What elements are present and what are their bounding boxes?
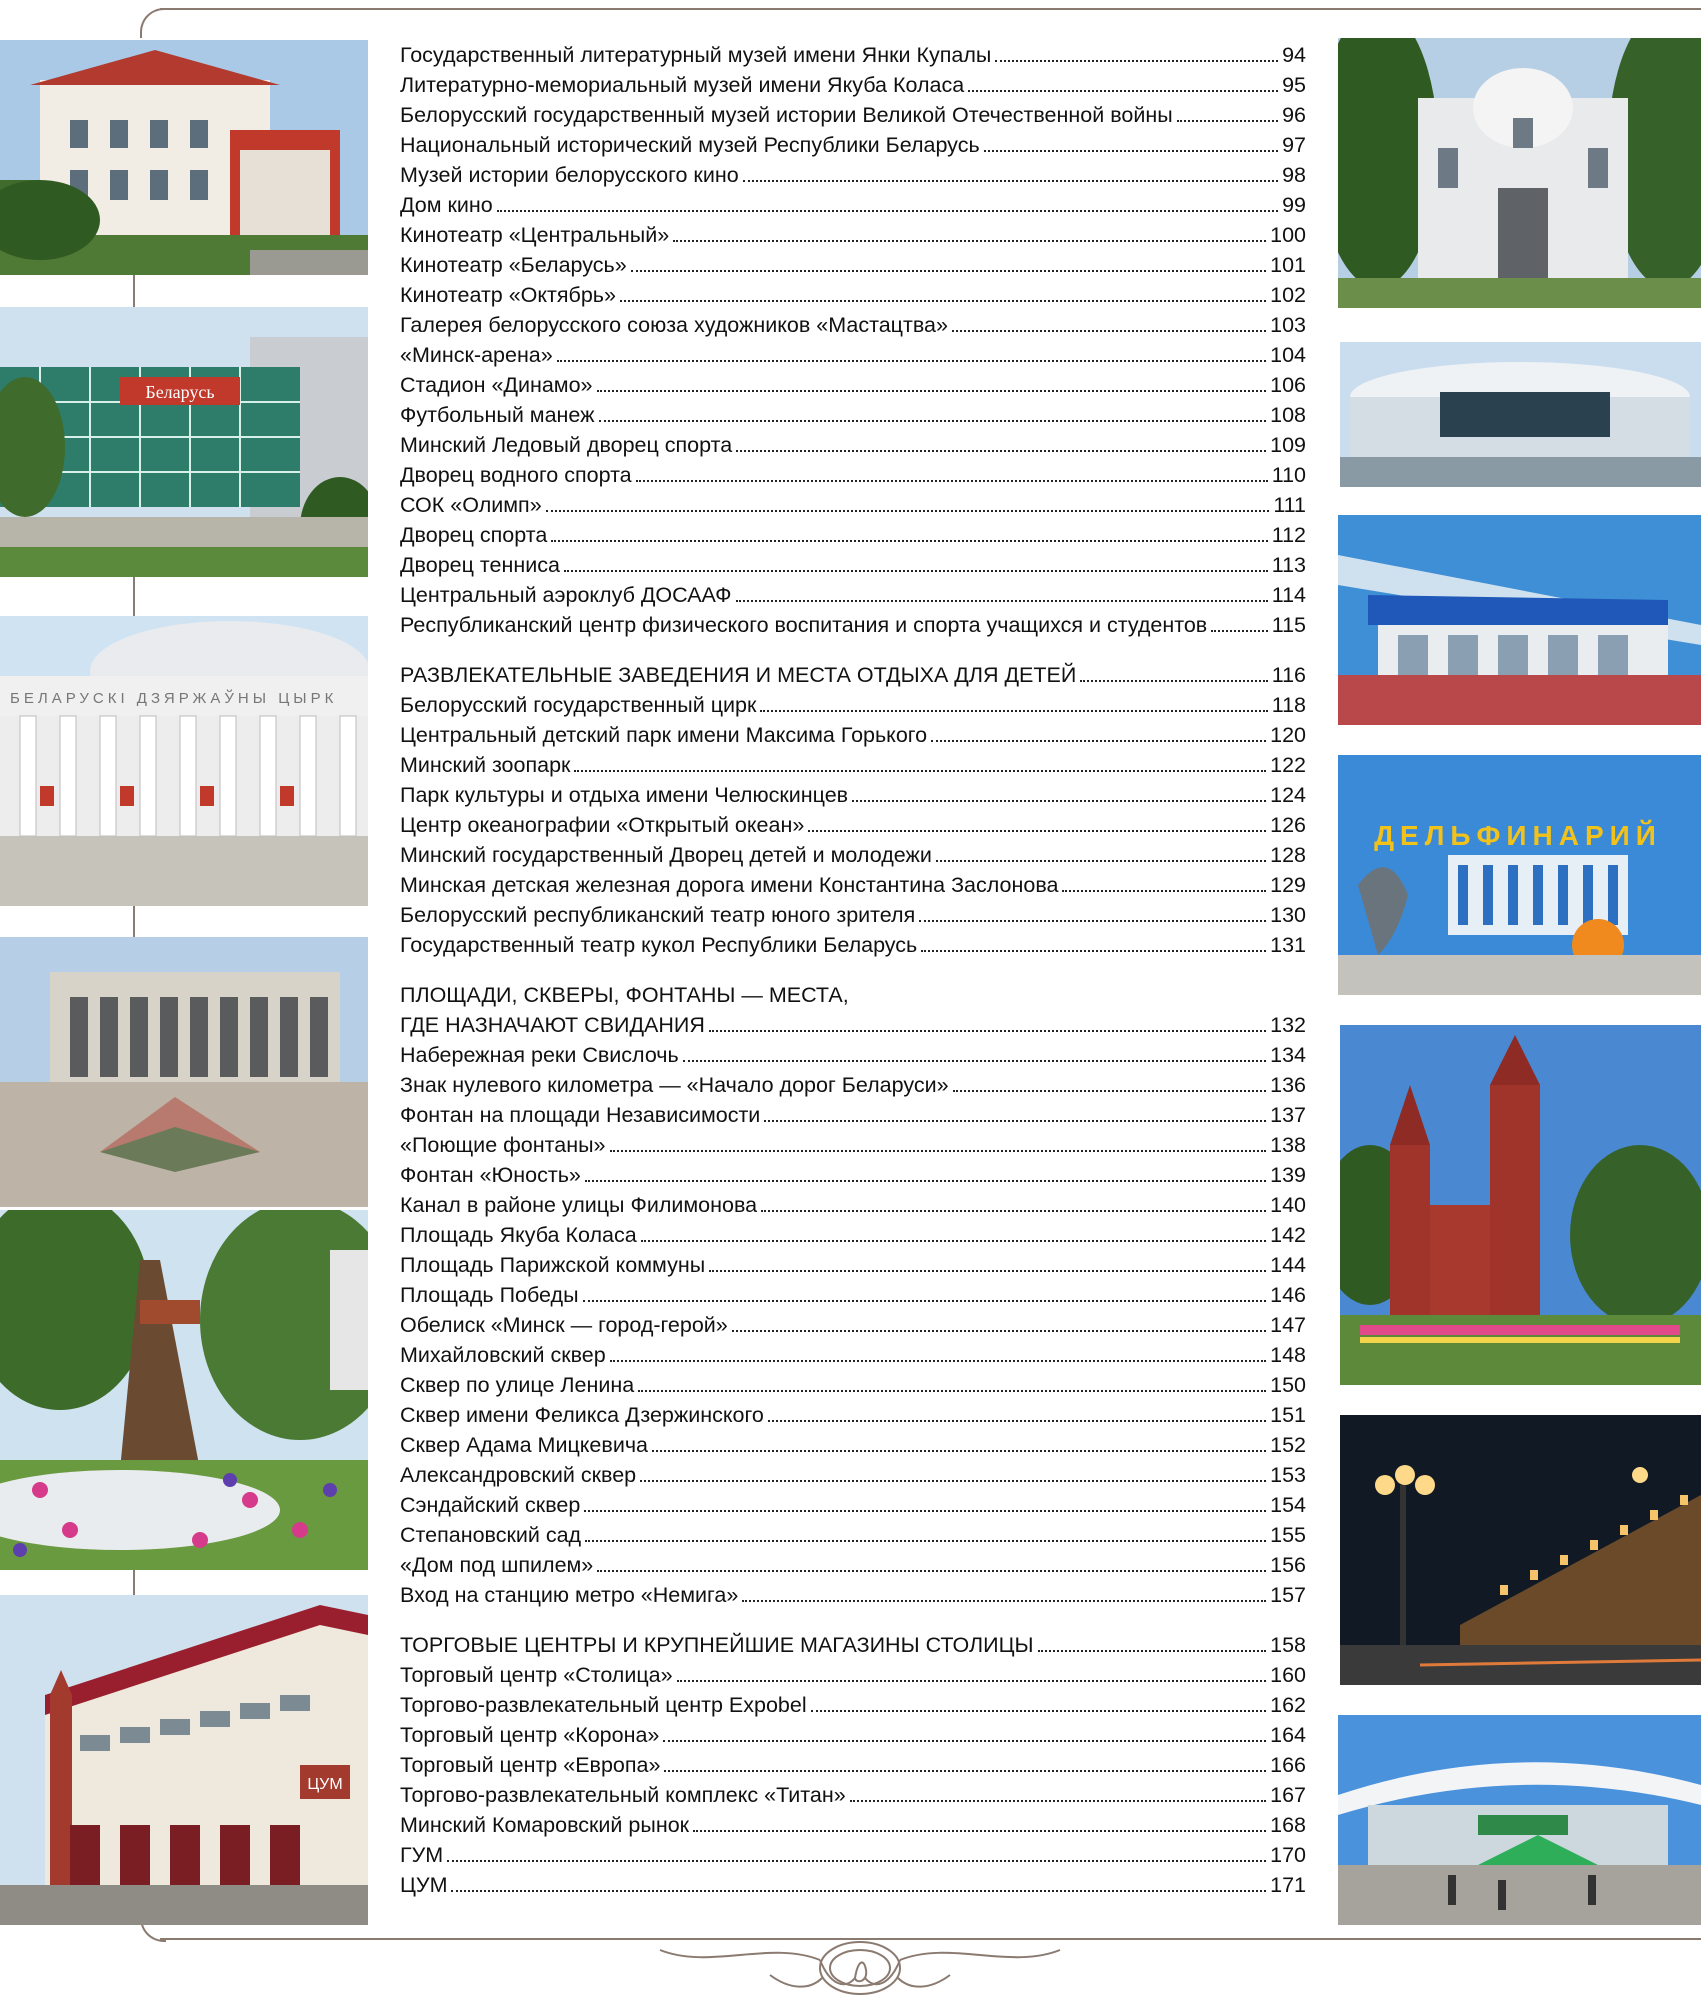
toc-page-number: 152	[1270, 1433, 1306, 1457]
dot-leader	[736, 600, 1268, 602]
toc-entry[interactable]	[400, 1250, 1306, 1280]
toc-entry-title: Музей истории белорусского кино	[400, 163, 739, 187]
dot-leader	[1080, 680, 1267, 682]
toc-entry-title: Минская детская железная дорога имени Константина Заслонова	[400, 873, 1059, 897]
dot-leader	[936, 860, 1266, 862]
toc-page-number: 130	[1270, 903, 1306, 927]
toc-entry[interactable]	[400, 130, 1306, 160]
toc-entry[interactable]	[400, 1550, 1306, 1580]
toc-page-number: 129	[1270, 873, 1306, 897]
toc-entry[interactable]	[400, 250, 1306, 280]
toc-entry-title: Минский Ледовый дворец спорта	[400, 433, 733, 457]
dot-leader	[574, 770, 1266, 772]
toc-page-number: 156	[1270, 1553, 1306, 1577]
toc-entry[interactable]	[400, 1490, 1306, 1520]
toc-entry[interactable]	[400, 190, 1306, 220]
toc-entry-title: Галерея белорусского союза художников «Мастацтва»	[400, 313, 948, 337]
dot-leader	[1211, 630, 1268, 632]
dot-leader	[1062, 890, 1266, 892]
toc-page-number: 154	[1270, 1493, 1306, 1517]
photo-park-sculpture	[0, 1210, 368, 1570]
toc-page-number: 106	[1270, 373, 1306, 397]
toc-page-number: 157	[1270, 1583, 1306, 1607]
toc-page-number: 150	[1270, 1373, 1306, 1397]
toc-entry[interactable]	[400, 310, 1306, 340]
toc-entry[interactable]	[400, 1070, 1306, 1100]
dot-leader	[451, 1890, 1266, 1892]
toc-entry-title: ГДЕ НАЗНАЧАЮТ СВИДАНИЯ	[400, 1013, 705, 1037]
toc-entry[interactable]	[400, 1310, 1306, 1340]
toc-page-number: 112	[1271, 523, 1306, 547]
toc-entry[interactable]	[400, 750, 1306, 780]
toc-section-heading[interactable]	[400, 1630, 1306, 1660]
dot-leader	[761, 1210, 1266, 1212]
toc-page-number: 137	[1270, 1103, 1306, 1127]
toc-page-number: 132	[1270, 1013, 1306, 1037]
toc-page-number: 98	[1282, 163, 1306, 187]
toc-entry-title: Национальный исторический музей Республики Беларусь	[400, 133, 980, 157]
dot-leader	[693, 1830, 1266, 1832]
dot-leader	[709, 1270, 1266, 1272]
toc-entry[interactable]	[400, 780, 1306, 810]
toc-entry-title: Литературно-мемориальный музей имени Якуба Коласа	[400, 73, 965, 97]
footer-ornament	[650, 1930, 1070, 1998]
toc-entry-title: СОК «Олимп»	[400, 493, 542, 517]
toc-entry-title: Государственный литературный музей имени Янки Купалы	[400, 43, 992, 67]
toc-page-number: 118	[1271, 693, 1306, 717]
toc-entry[interactable]	[400, 430, 1306, 460]
photo-circus	[0, 616, 368, 906]
dot-leader	[585, 1180, 1266, 1182]
toc-entry[interactable]	[400, 1160, 1306, 1190]
toc-page-number: 162	[1270, 1693, 1306, 1717]
sign-tsum: ЦУМ	[307, 1776, 343, 1793]
toc-entry-title: Белорусский государственный цирк	[400, 693, 757, 717]
toc-entry[interactable]	[400, 690, 1306, 720]
toc-section-heading: ПЛОЩАДИ, СКВЕРЫ, ФОНТАНЫ — МЕСТА,	[400, 983, 849, 1007]
toc-entry-title: Дворец водного спорта	[400, 463, 632, 487]
toc-entry[interactable]	[400, 280, 1306, 310]
toc-page-number: 110	[1271, 463, 1306, 487]
toc-entry-title: Центральный детский парк имени Максима Горького	[400, 723, 928, 747]
toc-page-number: 97	[1282, 133, 1306, 157]
photo-red-church	[1340, 1025, 1701, 1385]
dot-leader	[852, 800, 1266, 802]
toc-entry[interactable]	[400, 370, 1306, 400]
frame-connector	[133, 905, 135, 940]
toc-entry-title: Парк культуры и отдыха имени Челюскинцев	[400, 783, 849, 807]
dot-leader	[564, 570, 1268, 572]
toc-page-number: 158	[1270, 1633, 1306, 1657]
toc-page-number: 95	[1282, 73, 1306, 97]
toc-section-museums	[400, 40, 1306, 640]
toc-entry[interactable]	[400, 1870, 1306, 1900]
dot-leader	[921, 950, 1266, 952]
toc-entry[interactable]	[400, 1280, 1306, 1310]
toc-page-number: 131	[1270, 933, 1306, 957]
photo-kolas-museum	[1338, 38, 1701, 308]
dot-leader	[610, 1360, 1266, 1362]
toc-page-number: 99	[1282, 193, 1306, 217]
toc-entry-title: ТОРГОВЫЕ ЦЕНТРЫ И КРУПНЕЙШИЕ МАГАЗИНЫ СТОЛИЦЫ	[400, 1633, 1034, 1657]
photo-palace-water-sports	[1338, 515, 1701, 725]
dot-leader	[640, 1480, 1266, 1482]
table-of-contents	[400, 40, 1306, 1900]
toc-entry-title: Обелиск «Минск — город-герой»	[400, 1313, 728, 1337]
toc-page-number: 140	[1270, 1193, 1306, 1217]
dot-leader	[584, 1510, 1266, 1512]
toc-page-number: 142	[1270, 1223, 1306, 1247]
toc-page-number: 134	[1270, 1043, 1306, 1067]
toc-entry[interactable]	[400, 720, 1306, 750]
toc-page-number: 136	[1270, 1073, 1306, 1097]
frame-connector	[133, 275, 135, 309]
toc-entry-title: Сквер имени Феликса Дзержинского	[400, 1403, 764, 1427]
toc-page-number: 171	[1270, 1873, 1306, 1897]
toc-page-number: 138	[1270, 1133, 1306, 1157]
dot-leader	[919, 920, 1266, 922]
toc-entry-title: Футбольный манеж	[400, 403, 595, 427]
toc-entry-title: РАЗВЛЕКАТЕЛЬНЫЕ ЗАВЕДЕНИЯ И МЕСТА ОТДЫХА ДЛЯ ДЕТЕЙ	[400, 663, 1077, 687]
toc-section-heading[interactable]	[400, 660, 1306, 690]
dot-leader	[583, 1300, 1267, 1302]
photo-belarus-cinema	[0, 307, 368, 577]
toc-entry-title: Торгово-развлекательный комплекс «Титан»	[400, 1783, 846, 1807]
toc-page-number: 168	[1270, 1813, 1306, 1837]
toc-entry-title: Знак нулевого километра — «Начало дорог Беларуси»	[400, 1073, 949, 1097]
toc-entry-title: Стадион «Динамо»	[400, 373, 593, 397]
toc-page-number: 164	[1270, 1723, 1306, 1747]
photo-kupala-museum	[0, 40, 368, 275]
toc-page-number: 109	[1270, 433, 1306, 457]
toc-entry[interactable]	[400, 40, 1306, 70]
dot-leader	[663, 1740, 1266, 1742]
toc-entry-title: Дворец тенниса	[400, 553, 560, 577]
toc-entry[interactable]	[400, 1660, 1306, 1690]
toc-page-number: 120	[1270, 723, 1306, 747]
toc-entry-title: Александровский сквер	[400, 1463, 637, 1487]
dot-leader	[732, 1330, 1266, 1332]
toc-entry[interactable]	[400, 160, 1306, 190]
toc-page-number: 114	[1271, 583, 1306, 607]
toc-entry-title: ГУМ	[400, 1843, 444, 1867]
toc-entry[interactable]	[400, 1780, 1306, 1810]
toc-entry[interactable]	[400, 870, 1306, 900]
toc-page-number: 124	[1270, 783, 1306, 807]
dot-leader	[585, 1540, 1266, 1542]
photo-shopping-center	[1338, 1715, 1701, 1925]
dot-leader	[1038, 1650, 1267, 1652]
toc-entry[interactable]	[400, 580, 1306, 610]
dot-leader	[636, 480, 1268, 482]
dot-leader	[677, 1680, 1267, 1682]
photo-independence-square	[0, 937, 368, 1207]
toc-entry[interactable]	[400, 1720, 1306, 1750]
toc-entry-title: Сквер по улице Ленина	[400, 1373, 635, 1397]
toc-entry-title: «Дом под шпилем»	[400, 1553, 594, 1577]
toc-entry-title: Михайловский сквер	[400, 1343, 606, 1367]
toc-page-number: 128	[1270, 843, 1306, 867]
toc-entry-title: Канал в районе улицы Филимонова	[400, 1193, 758, 1217]
toc-entry-title: Торговый центр «Столица»	[400, 1663, 673, 1687]
toc-entry[interactable]	[400, 1840, 1306, 1870]
dot-leader	[597, 390, 1267, 392]
toc-page-number: 122	[1270, 753, 1306, 777]
dot-leader	[743, 180, 1278, 182]
toc-page-number: 100	[1270, 223, 1306, 247]
dot-leader	[811, 1710, 1267, 1712]
dot-leader	[1177, 120, 1278, 122]
toc-entry[interactable]	[400, 810, 1306, 840]
sign-circus: БЕЛАРУСКІ ДЗЯРЖАЎНЫ ЦЫРК	[10, 690, 338, 707]
dot-leader	[551, 540, 1267, 542]
frame-connector	[133, 1570, 135, 1595]
toc-page-number: 160	[1270, 1663, 1306, 1687]
toc-entry-title: Торгово-развлекательный центр Expobel	[400, 1693, 807, 1717]
toc-entry[interactable]	[400, 1460, 1306, 1490]
toc-entry[interactable]	[400, 900, 1306, 930]
toc-entry-title: «Поющие фонтаны»	[400, 1133, 606, 1157]
toc-page-number: 94	[1282, 43, 1306, 67]
dot-leader	[673, 240, 1266, 242]
toc-page-number: 144	[1270, 1253, 1306, 1277]
dot-leader	[546, 510, 1270, 512]
toc-entry-title: Республиканский центр физического воспитания и спорта учащихся и студентов	[400, 613, 1208, 637]
toc-entry-title: Центр океанографии «Открытый океан»	[400, 813, 805, 837]
toc-entry-title: Фонтан на площади Независимости	[400, 1103, 761, 1127]
toc-entry-title: Площадь Победы	[400, 1283, 579, 1307]
toc-entry[interactable]	[400, 1810, 1306, 1840]
toc-entry[interactable]	[400, 930, 1306, 960]
dot-leader	[709, 1030, 1266, 1032]
dot-leader	[620, 300, 1266, 302]
toc-entry-title: Белорусский государственный музей истории Великой Отечественной войны	[400, 103, 1173, 127]
toc-page-number: 113	[1271, 553, 1306, 577]
dot-leader	[557, 360, 1266, 362]
toc-entry-title: Торговый центр «Европа»	[400, 1753, 661, 1777]
toc-entry-title: Степановский сад	[400, 1523, 582, 1547]
dot-leader	[984, 150, 1278, 152]
toc-entry[interactable]	[400, 610, 1306, 640]
dot-leader	[652, 1450, 1266, 1452]
toc-page-number: 115	[1271, 613, 1306, 637]
toc-page-number: 104	[1270, 343, 1306, 367]
frame-top-line	[160, 8, 1701, 10]
dot-leader	[968, 90, 1278, 92]
dot-leader	[808, 830, 1266, 832]
toc-entry[interactable]	[400, 460, 1306, 490]
toc-section-heading[interactable]	[400, 1010, 1306, 1040]
toc-page-number: 116	[1271, 663, 1306, 687]
toc-page-number: 166	[1270, 1753, 1306, 1777]
photo-tsum	[0, 1595, 368, 1925]
toc-entry-title: Минский государственный Дворец детей и молодежи	[400, 843, 932, 867]
toc-entry-title: Дворец спорта	[400, 523, 548, 547]
toc-entry[interactable]	[400, 100, 1306, 130]
toc-page-number: 148	[1270, 1343, 1306, 1367]
toc-entry-title: Белорусский республиканский театр юного зрителя	[400, 903, 916, 927]
dot-leader	[931, 740, 1266, 742]
dot-leader	[631, 270, 1266, 272]
toc-entry[interactable]	[400, 1750, 1306, 1780]
toc-entry[interactable]	[400, 840, 1306, 870]
toc-page-number: 96	[1282, 103, 1306, 127]
toc-page-number: 153	[1270, 1463, 1306, 1487]
frame-top-curl	[140, 8, 166, 38]
toc-entry-title: Площадь Якуба Коласа	[400, 1223, 637, 1247]
toc-entry[interactable]	[400, 1430, 1306, 1460]
toc-entry-title: Центральный аэроклуб ДОСААФ	[400, 583, 732, 607]
dot-leader	[497, 210, 1278, 212]
toc-page-number: 167	[1270, 1783, 1306, 1807]
toc-page-number: 146	[1270, 1283, 1306, 1307]
dot-leader	[850, 1800, 1266, 1802]
sign-belarus: Беларусь	[145, 382, 215, 402]
toc-entry[interactable]	[400, 220, 1306, 250]
toc-entry[interactable]	[400, 550, 1306, 580]
toc-entry-title: Кинотеатр «Октябрь»	[400, 283, 616, 307]
toc-entry[interactable]	[400, 1220, 1306, 1250]
toc-entry-title: ЦУМ	[400, 1873, 448, 1897]
dot-leader	[760, 710, 1267, 712]
toc-page-number: 111	[1273, 493, 1306, 517]
toc-entry[interactable]	[400, 1100, 1306, 1130]
toc-entry-title: Кинотеатр «Центральный»	[400, 223, 670, 247]
toc-entry-title: Фонтан «Юность»	[400, 1163, 581, 1187]
toc-entry-title: «Минск-арена»	[400, 343, 553, 367]
toc-entry[interactable]	[400, 1400, 1306, 1430]
toc-entry-title: Кинотеатр «Беларусь»	[400, 253, 627, 277]
dot-leader	[447, 1860, 1266, 1862]
photo-dolphinarium	[1338, 755, 1701, 995]
toc-entry[interactable]	[400, 400, 1306, 430]
toc-entry[interactable]	[400, 490, 1306, 520]
toc-entry[interactable]	[400, 70, 1306, 100]
toc-page-number: 139	[1270, 1163, 1306, 1187]
toc-entry[interactable]	[400, 1520, 1306, 1550]
toc-section-squares	[400, 980, 1306, 1610]
dot-leader	[952, 330, 1266, 332]
toc-entry-title: Набережная реки Свислочь	[400, 1043, 679, 1067]
dot-leader	[995, 60, 1278, 62]
toc-page-number: 126	[1270, 813, 1306, 837]
dot-leader	[641, 1240, 1266, 1242]
dot-leader	[610, 1150, 1267, 1152]
dot-leader	[597, 1570, 1266, 1572]
toc-entry[interactable]	[400, 1370, 1306, 1400]
toc-entry-title: Площадь Парижской коммуны	[400, 1253, 706, 1277]
toc-entry[interactable]	[400, 1190, 1306, 1220]
toc-page-number: 147	[1270, 1313, 1306, 1337]
toc-entry-title: Минский Комаровский рынок	[400, 1813, 690, 1837]
dot-leader	[953, 1090, 1267, 1092]
toc-page-number: 103	[1270, 313, 1306, 337]
toc-page-number: 102	[1270, 283, 1306, 307]
toc-page-number: 170	[1270, 1843, 1306, 1867]
toc-entry[interactable]	[400, 1690, 1306, 1720]
toc-page-number: 155	[1270, 1523, 1306, 1547]
toc-entry-title: Сэндайский сквер	[400, 1493, 581, 1517]
dot-leader	[683, 1060, 1266, 1062]
toc-entry-title: Дом кино	[400, 193, 493, 217]
photo-minsk-arena	[1340, 342, 1701, 487]
toc-entry-title: Государственный театр кукол Республики Беларусь	[400, 933, 918, 957]
toc-section-entertainment	[400, 660, 1306, 960]
dot-leader	[742, 1600, 1266, 1602]
toc-page-number: 101	[1270, 253, 1306, 277]
toc-entry[interactable]	[400, 1580, 1306, 1610]
toc-page-number: 151	[1270, 1403, 1306, 1427]
sign-dolphinarium: ДЕЛЬФИНАРИЙ	[1374, 820, 1662, 851]
dot-leader	[768, 1420, 1266, 1422]
toc-entry[interactable]	[400, 1340, 1306, 1370]
photo-night-avenue	[1340, 1415, 1701, 1685]
toc-section-shopping	[400, 1630, 1306, 1900]
dot-leader	[638, 1390, 1266, 1392]
toc-entry-title: Минский зоопарк	[400, 753, 571, 777]
toc-entry-title: Торговый центр «Корона»	[400, 1723, 660, 1747]
toc-entry[interactable]	[400, 1040, 1306, 1070]
toc-entry[interactable]	[400, 1130, 1306, 1160]
dot-leader	[764, 1120, 1266, 1122]
toc-entry-title: Сквер Адама Мицкевича	[400, 1433, 648, 1457]
toc-entry-title: Вход на станцию метро «Немига»	[400, 1583, 739, 1607]
dot-leader	[736, 450, 1266, 452]
toc-entry[interactable]	[400, 520, 1306, 550]
toc-page-number: 108	[1270, 403, 1306, 427]
toc-entry[interactable]	[400, 340, 1306, 370]
dot-leader	[599, 420, 1267, 422]
dot-leader	[664, 1770, 1266, 1772]
